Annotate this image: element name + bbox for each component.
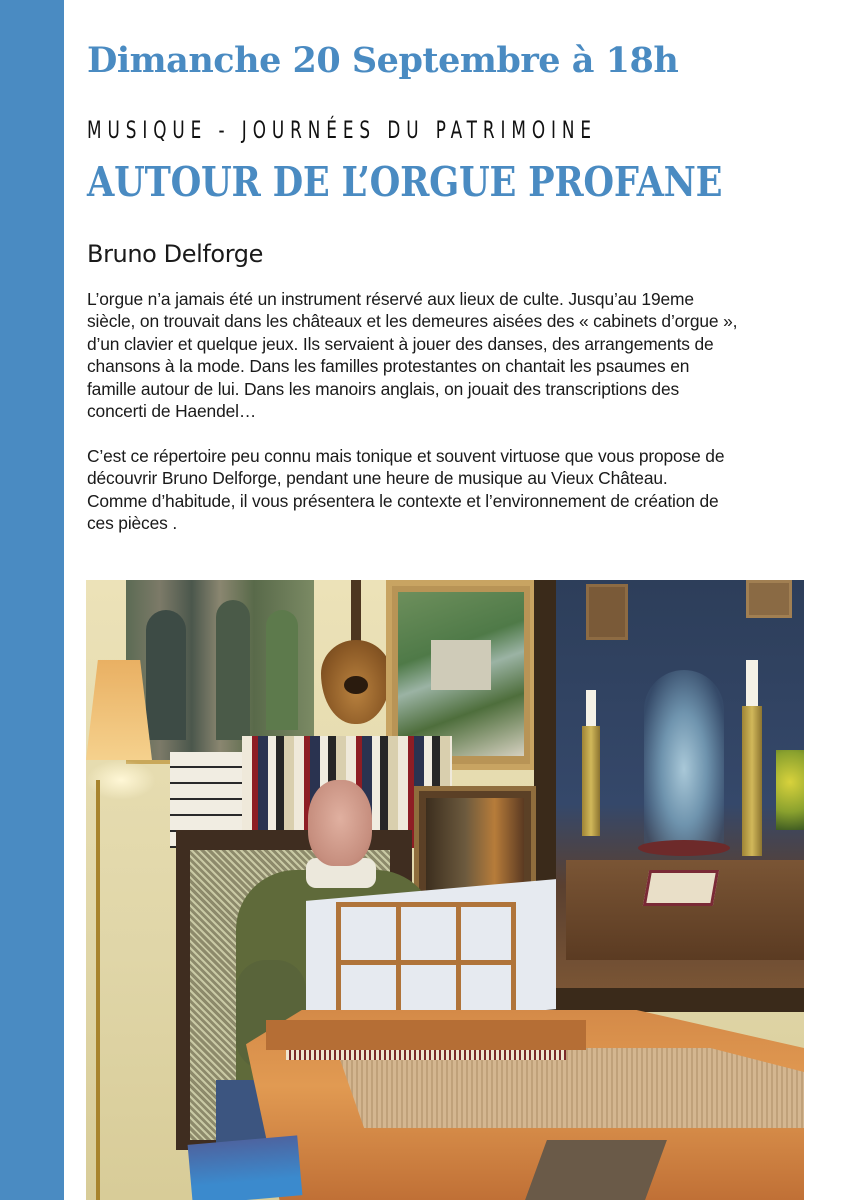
text-line: L’orgue n’a jamais été un instrument réservé aux lieux de culte. Jusqu’au 19eme bbox=[87, 289, 694, 309]
ruins-arch bbox=[216, 600, 250, 740]
candle bbox=[746, 660, 758, 706]
harpsichord-rail bbox=[266, 1020, 586, 1050]
candlestick bbox=[582, 726, 600, 836]
bell-jar-base bbox=[638, 840, 730, 856]
left-accent-bar bbox=[0, 0, 64, 1200]
text-line: famille autour de lui. Dans les manoirs anglais, on jouait des transcriptions des bbox=[87, 378, 680, 399]
candlestick bbox=[742, 706, 762, 856]
event-category: MUSIQUE - JOURNÉES DU PATRIMOINE bbox=[87, 116, 597, 144]
text-line: C’est ce répertoire peu connu mais tonique et souvent virtuose que vous propose de bbox=[87, 446, 725, 466]
small-icon-painting bbox=[586, 584, 628, 640]
performer-photo bbox=[86, 580, 804, 1200]
ruins-arch bbox=[266, 610, 298, 730]
harpsichord-panel bbox=[525, 1140, 667, 1200]
harpsichord-keys bbox=[286, 1050, 566, 1060]
event-date: Dimanche 20 Septembre à 18h bbox=[87, 40, 679, 81]
text-line: découvrir Bruno Delforge, pendant une heure de musique au Vieux Château. bbox=[87, 468, 668, 489]
description-paragraph-2 bbox=[87, 445, 807, 535]
candle bbox=[586, 690, 596, 726]
performer-name: Bruno Delforge bbox=[87, 240, 263, 268]
event-title: AUTOUR DE L’ORGUE PROFANE bbox=[87, 158, 723, 206]
text-line: chansons à la mode. Dans les familles protestantes on chantait les psaumes en bbox=[87, 356, 690, 377]
text-line: ces pièces . bbox=[87, 513, 178, 534]
text-line: siècle, on trouvait dans les châteaux et les demeures aisées des « cabinets d’orgue », bbox=[87, 311, 738, 332]
mandolin-soundhole bbox=[344, 676, 368, 694]
garden-painting-building bbox=[431, 640, 491, 690]
painted-open-book bbox=[643, 870, 719, 906]
magazine bbox=[188, 1135, 303, 1200]
text-line: d’un clavier et quelque jeux. Ils servaient à jouer des danses, des arrangements de bbox=[87, 333, 714, 354]
music-stand-bar bbox=[336, 960, 516, 965]
text-line: Comme d’habitude, il vous présentera le contexte et l’environnement de création de bbox=[87, 490, 719, 511]
small-icon-painting bbox=[746, 580, 792, 618]
bell-jar-statue bbox=[644, 670, 724, 850]
flowers bbox=[776, 750, 804, 830]
performer-head bbox=[308, 780, 372, 866]
harpsichord-strings bbox=[336, 1048, 804, 1128]
text-line: concerti de Haendel… bbox=[87, 401, 257, 422]
lamp-pole bbox=[96, 780, 100, 1200]
description-paragraph-1 bbox=[87, 288, 807, 422]
ruins-arch bbox=[146, 610, 186, 740]
